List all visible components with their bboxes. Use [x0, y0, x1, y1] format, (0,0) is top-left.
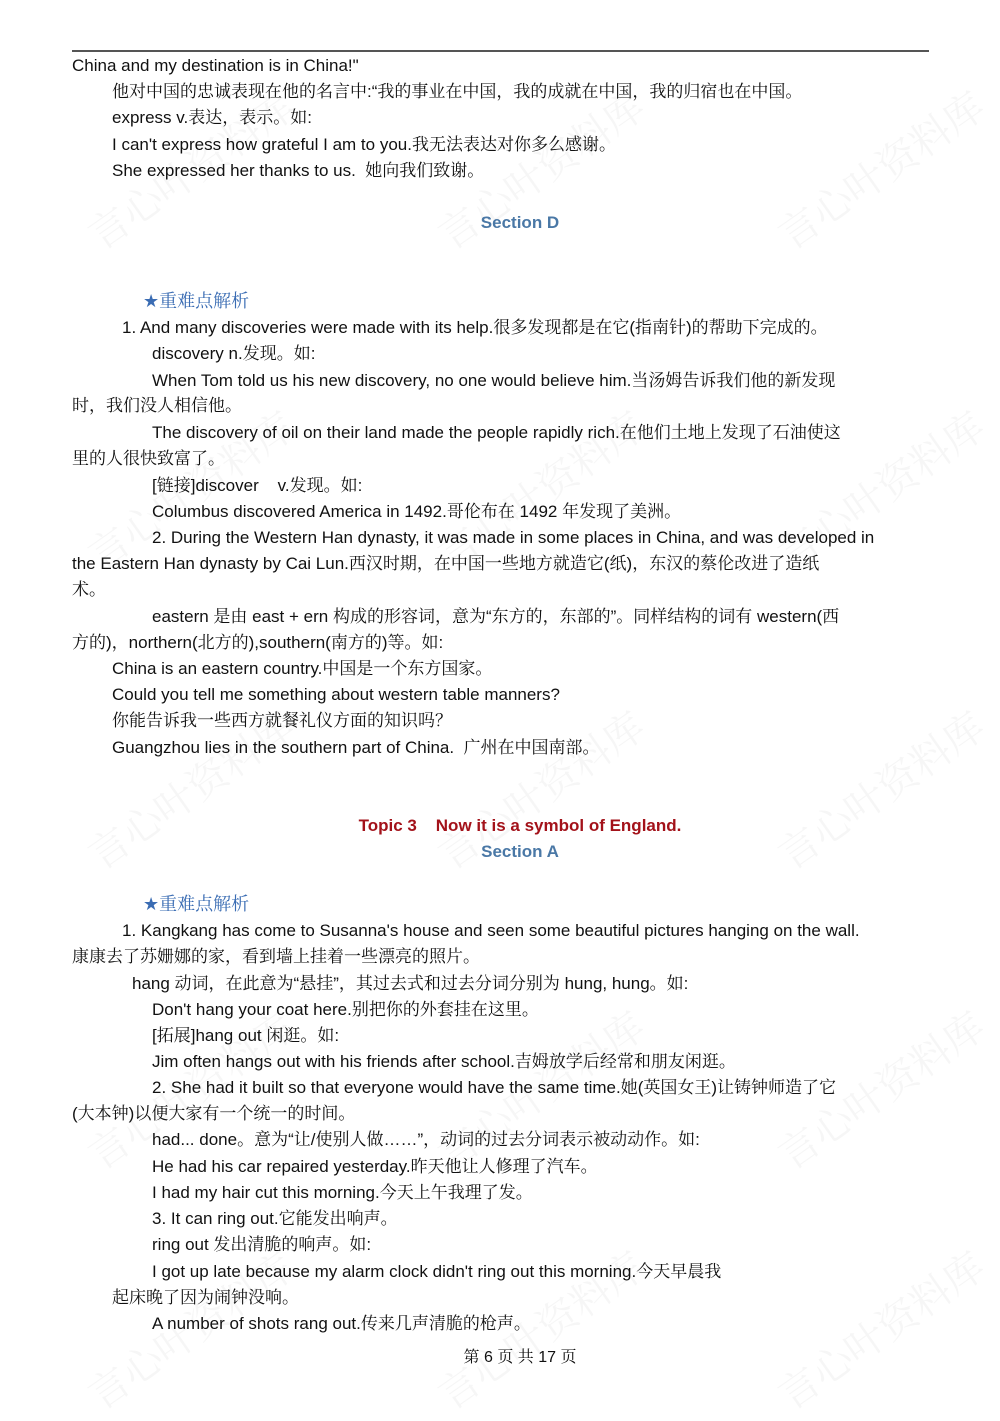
text-line: 术。 — [72, 580, 106, 599]
page-footer: 第 6 页 共 17 页 — [463, 1349, 577, 1366]
text-line: hang 动词，在此意为“悬挂”，其过去式和过去分词分别为 hung, hung。如: — [132, 974, 689, 993]
star-heading: ★重难点解析 — [143, 291, 250, 311]
text-line: 里的人很快致富了。 — [72, 449, 225, 468]
text-line: I got up late because my alarm clock didn't ring out this morning.今天早晨我 — [152, 1262, 722, 1281]
header-rule — [72, 50, 929, 52]
text-line: China is an eastern country.中国是一个东方国家。 — [112, 659, 493, 678]
text-line: Don't hang your coat here.别把你的外套挂在这里。 — [152, 1000, 539, 1019]
text-line: Could you tell me something about western table manners? — [112, 685, 560, 704]
text-line: The discovery of oil on their land made the people rapidly rich.在他们土地上发现了石油使这 — [152, 423, 841, 442]
text-line: 2. She had it built so that everyone would have the same time.她(英国女王)让铸钟师造了它 — [152, 1078, 837, 1097]
text-line: (大本钟)以便大家有一个统一的时间。 — [72, 1104, 356, 1123]
text-line: She expressed her thanks to us. 她向我们致谢。 — [112, 161, 485, 180]
text-line: had... done。意为“让/使别人做……”，动词的过去分词表示被动动作。如: — [152, 1130, 700, 1149]
text-line: Guangzhou lies in the southern part of China. 广州在中国南部。 — [112, 738, 600, 757]
text-line: discovery n.发现。如: — [152, 344, 316, 363]
text-line: 1. And many discoveries were made with its help.很多发现都是在它(指南针)的帮助下完成的。 — [122, 318, 828, 337]
text-line: 你能告诉我一些西方就餐礼仪方面的知识吗？ — [112, 711, 452, 730]
text-line: 起床晚了因为闹钟没响。 — [112, 1288, 299, 1307]
text-line: [链接]discover v.发现。如: — [152, 476, 363, 495]
text-line: I can't express how grateful I am to you.我无法表达对你多么感谢。 — [112, 135, 616, 154]
text-line: China and my destination is in China!" — [72, 56, 359, 75]
text-line: ring out 发出清脆的响声。如: — [152, 1235, 372, 1254]
text-line: express v.表达，表示。如: — [112, 108, 312, 127]
text-line: Jim often hangs out with his friends after school.吉姆放学后经常和朋友闲逛。 — [152, 1052, 736, 1071]
text-line: He had his car repaired yesterday.昨天他让人修理了汽车。 — [152, 1157, 598, 1176]
text-line: eastern 是由 east + ern 构成的形容词，意为“东方的，东部的”。同样结构的词有 western(西 — [152, 607, 840, 626]
text-line: Columbus discovered America in 1492.哥伦布在 1492 年发现了美洲。 — [152, 502, 682, 521]
text-line: 1. Kangkang has come to Susanna's house and seen some beautiful pictures hanging on the wall. — [122, 921, 860, 940]
text-line: A number of shots rang out.传来几声清脆的枪声。 — [152, 1314, 531, 1333]
text-line: 3. It can ring out.它能发出响声。 — [152, 1209, 398, 1228]
topic-heading: Topic 3 Now it is a symbol of England. — [358, 816, 682, 835]
text-line: 方的)，northern(北方的),southern(南方的)等。如: — [72, 633, 444, 652]
text-line: 时，我们没人相信他。 — [72, 396, 242, 415]
star-heading: ★重难点解析 — [143, 894, 250, 914]
watermark — [765, 1236, 994, 1420]
text-line: 康康去了苏姗娜的家，看到墙上挂着一些漂亮的照片。 — [72, 947, 480, 966]
section-heading: Section A — [481, 842, 559, 861]
section-heading: Section D — [480, 213, 560, 232]
text-line: When Tom told us his new discovery, no one would believe him.当汤姆告诉我们他的新发现 — [152, 371, 836, 390]
text-line: [拓展]hang out 闲逛。如: — [152, 1026, 340, 1045]
text-line: 他对中国的忠诚表现在他的名言中:“我的事业在中国，我的成就在中国，我的归宿也在中国。 — [112, 82, 803, 101]
text-line: 2. During the Western Han dynasty, it was made in some places in China, and was developed in — [152, 528, 875, 547]
text-line: the Eastern Han dynasty by Cai Lun.西汉时期，在中国一些地方就造它(纸)，东汉的蔡伦改进了造纸 — [72, 554, 820, 573]
text-line: I had my hair cut this morning.今天上午我理了发。 — [152, 1183, 533, 1202]
